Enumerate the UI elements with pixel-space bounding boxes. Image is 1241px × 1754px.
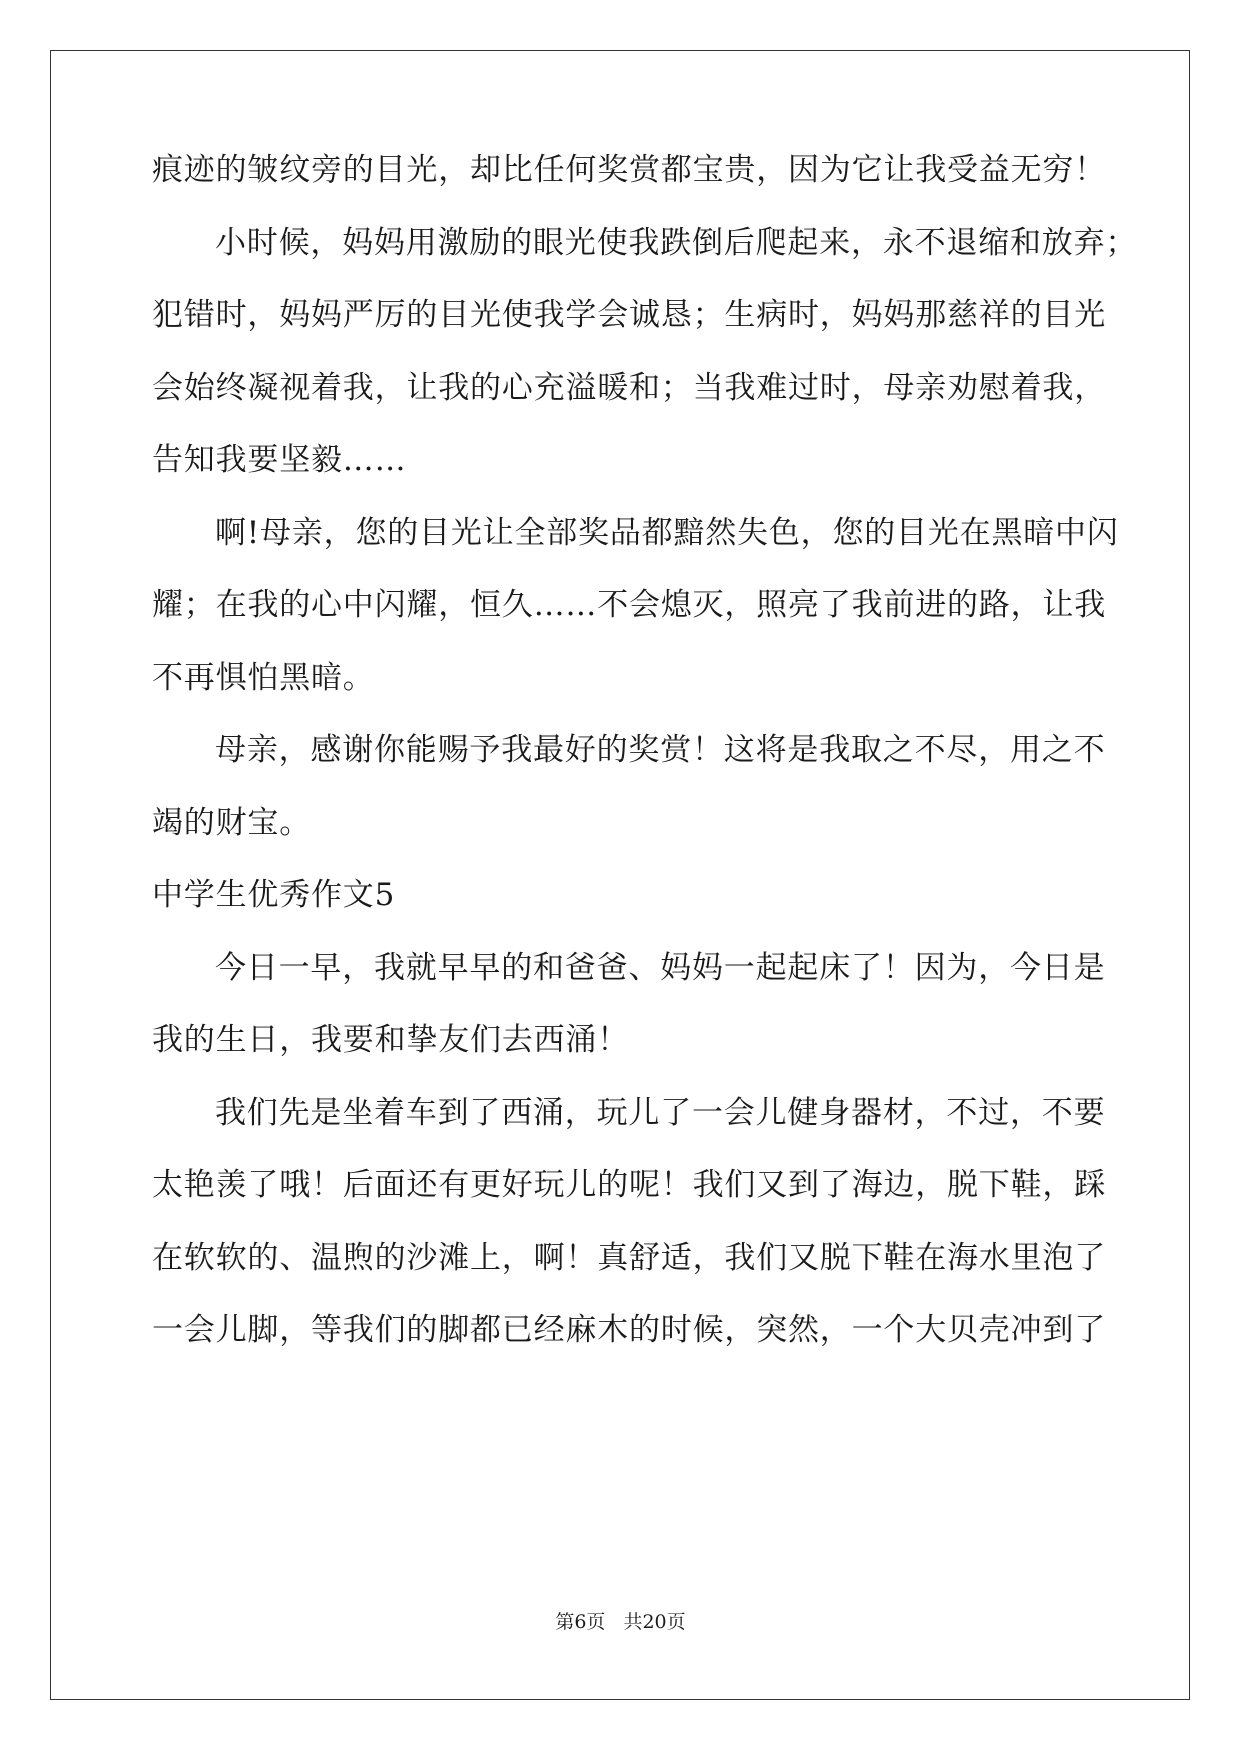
paragraph-start: 啊!母亲，您的目光让全部奖品都黯然失色，您的目光在黑暗中闪 [215,514,1119,551]
text-line: 太艳羡了哦！后面还有更好玩儿的呢！我们又到了海边，脱下鞋，踩 [152,1167,1106,1203]
text-line: 不再惧怕黑暗。 [152,659,375,696]
text-line: 在软软的、温煦的沙滩上，啊！真舒适，我们又脱下鞋在海水里泡了 [152,1239,1106,1276]
section-heading: 中学生优秀作文5 [152,877,396,913]
page-number: 第6页 [555,1611,606,1633]
page-footer [0,1610,1241,1634]
paragraph-start: 母亲，感谢你能赐予我最好的奖赏！这将是我取之不尽，用之不 [215,732,1106,768]
paragraph-start: 我们先是坐着车到了西涌，玩儿了一会儿健身器材，不过，不要 [215,1094,1106,1131]
text-line: 痕迹的皱纹旁的目光，却比任何奖赏都宝贵，因为它让我受益无穷！ [152,152,1106,188]
text-line: 犯错时，妈妈严厉的目光使我学会诚恳；生病时，妈妈那慈祥的目光 [152,297,1106,333]
text-line: 竭的财宝。 [152,804,311,841]
text-line: 会始终凝视着我，让我的心充溢暖和；当我难过时，母亲劝慰着我， [152,369,1106,406]
paragraph-start: 今日一早，我就早早的和爸爸、妈妈一起起床了！因为，今日是 [215,949,1106,986]
paragraph-start: 小时候，妈妈用激励的眼光使我跌倒后爬起来，永不退缩和放弃； [215,224,1138,261]
text-line: 告知我要坚毅…… [152,442,407,478]
text-line: 一会儿脚，等我们的脚都已经麻木的时候，突然，一个大贝壳冲到了 [152,1312,1106,1348]
total-pages: 共20页 [623,1611,686,1633]
text-line: 耀；在我的心中闪耀，恒久……不会熄灭，照亮了我前进的路，让我 [152,587,1106,623]
text-line: 我的生日，我要和挚友们去西涌！ [152,1022,629,1058]
